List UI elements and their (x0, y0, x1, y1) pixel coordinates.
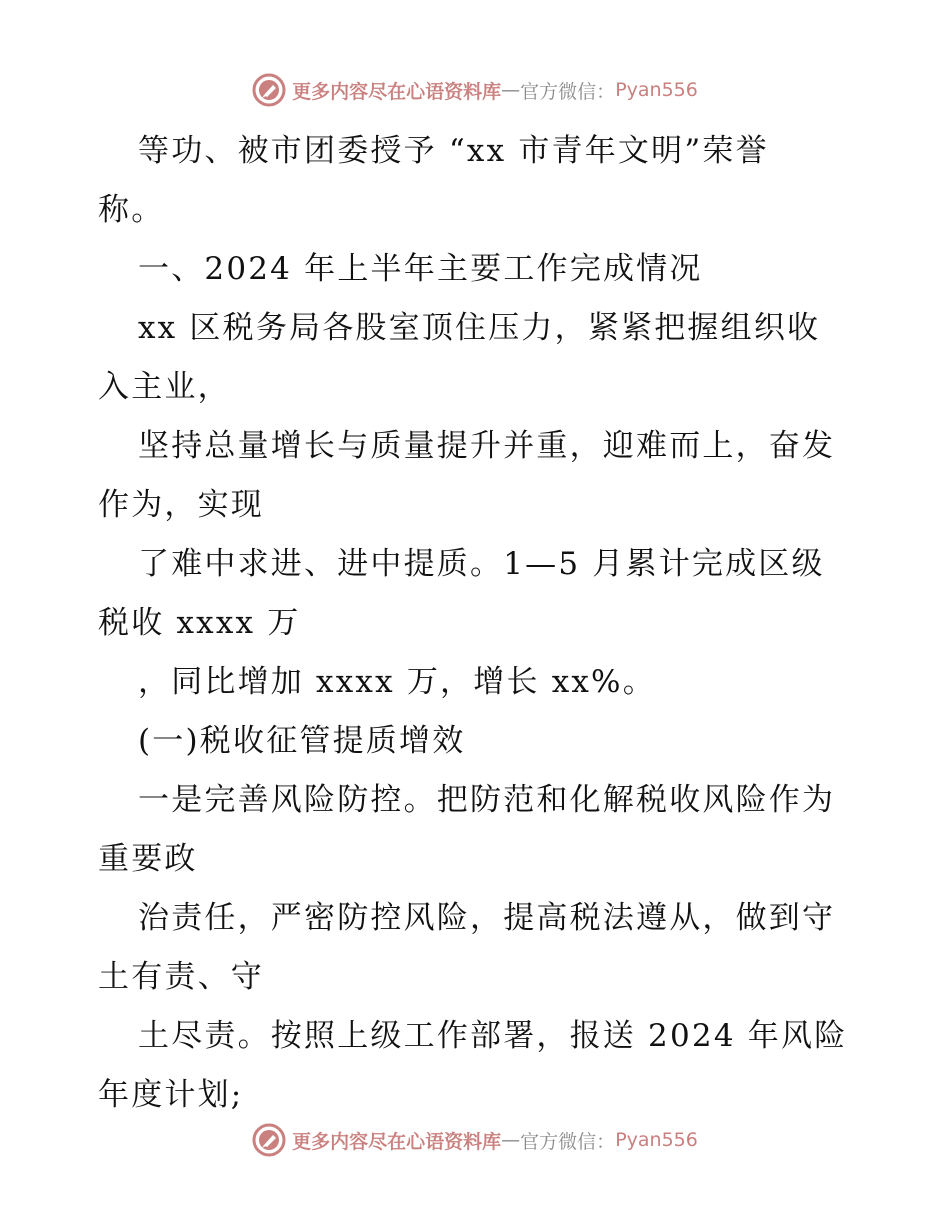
text-line: 土有责、守 (98, 959, 264, 995)
text-line: 年度计划; (98, 1077, 244, 1113)
text-line: 了难中求进、进中提质。1—5 月累计完成区级 (138, 546, 825, 582)
text-line: 土尽责。按照上级工作部署，报送 2024 年风险 (138, 1018, 848, 1054)
watermark-wechat-id: Pyan556 (615, 79, 698, 101)
document-body (98, 122, 858, 1125)
watermark-official-label: 官方微信： (520, 80, 616, 103)
watermark-main-text: 更多内容尽在心语资料库 (292, 80, 502, 103)
watermark-official-label: 官方微信： (520, 1130, 616, 1153)
text-line: xx 区税务局各股室顶住压力，紧紧把握组织收 (138, 310, 821, 346)
watermark-main-text: 更多内容尽在心语资料库 (292, 1130, 502, 1153)
text-line: 入主业， (98, 369, 231, 405)
text-line: 一是完善风险防控。把防范和化解税收风险作为 (138, 782, 836, 818)
section-heading: 一、2024 年上半年主要工作完成情况 (138, 251, 703, 287)
text-line: 等功、被市团委授予 “xx 市青年文明”荣誉 (138, 133, 769, 169)
text-line: 重要政 (98, 841, 198, 877)
text-line: 称。 (98, 192, 165, 228)
text-line: 税收 xxxx 万 (98, 605, 301, 641)
text-line: 作为，实现 (98, 487, 264, 523)
pen-nib-seal-icon (252, 1123, 286, 1157)
text-line: 坚持总量增长与质量提升并重，迎难而上，奋发 (138, 428, 836, 464)
header-watermark (0, 72, 950, 108)
pen-nib-seal-icon (252, 73, 286, 107)
watermark-wechat-id: Pyan556 (615, 1129, 698, 1151)
text-line: ，同比增加 xxxx 万，增长 xx%。 (138, 664, 656, 700)
footer-watermark (0, 1122, 950, 1158)
watermark-separator: — (501, 1129, 521, 1151)
text-line: 治责任，严密防控风险，提高税法遵从，做到守 (138, 900, 836, 936)
subsection-heading: (一)税收征管提质增效 (138, 723, 466, 759)
watermark-separator: — (501, 79, 521, 101)
